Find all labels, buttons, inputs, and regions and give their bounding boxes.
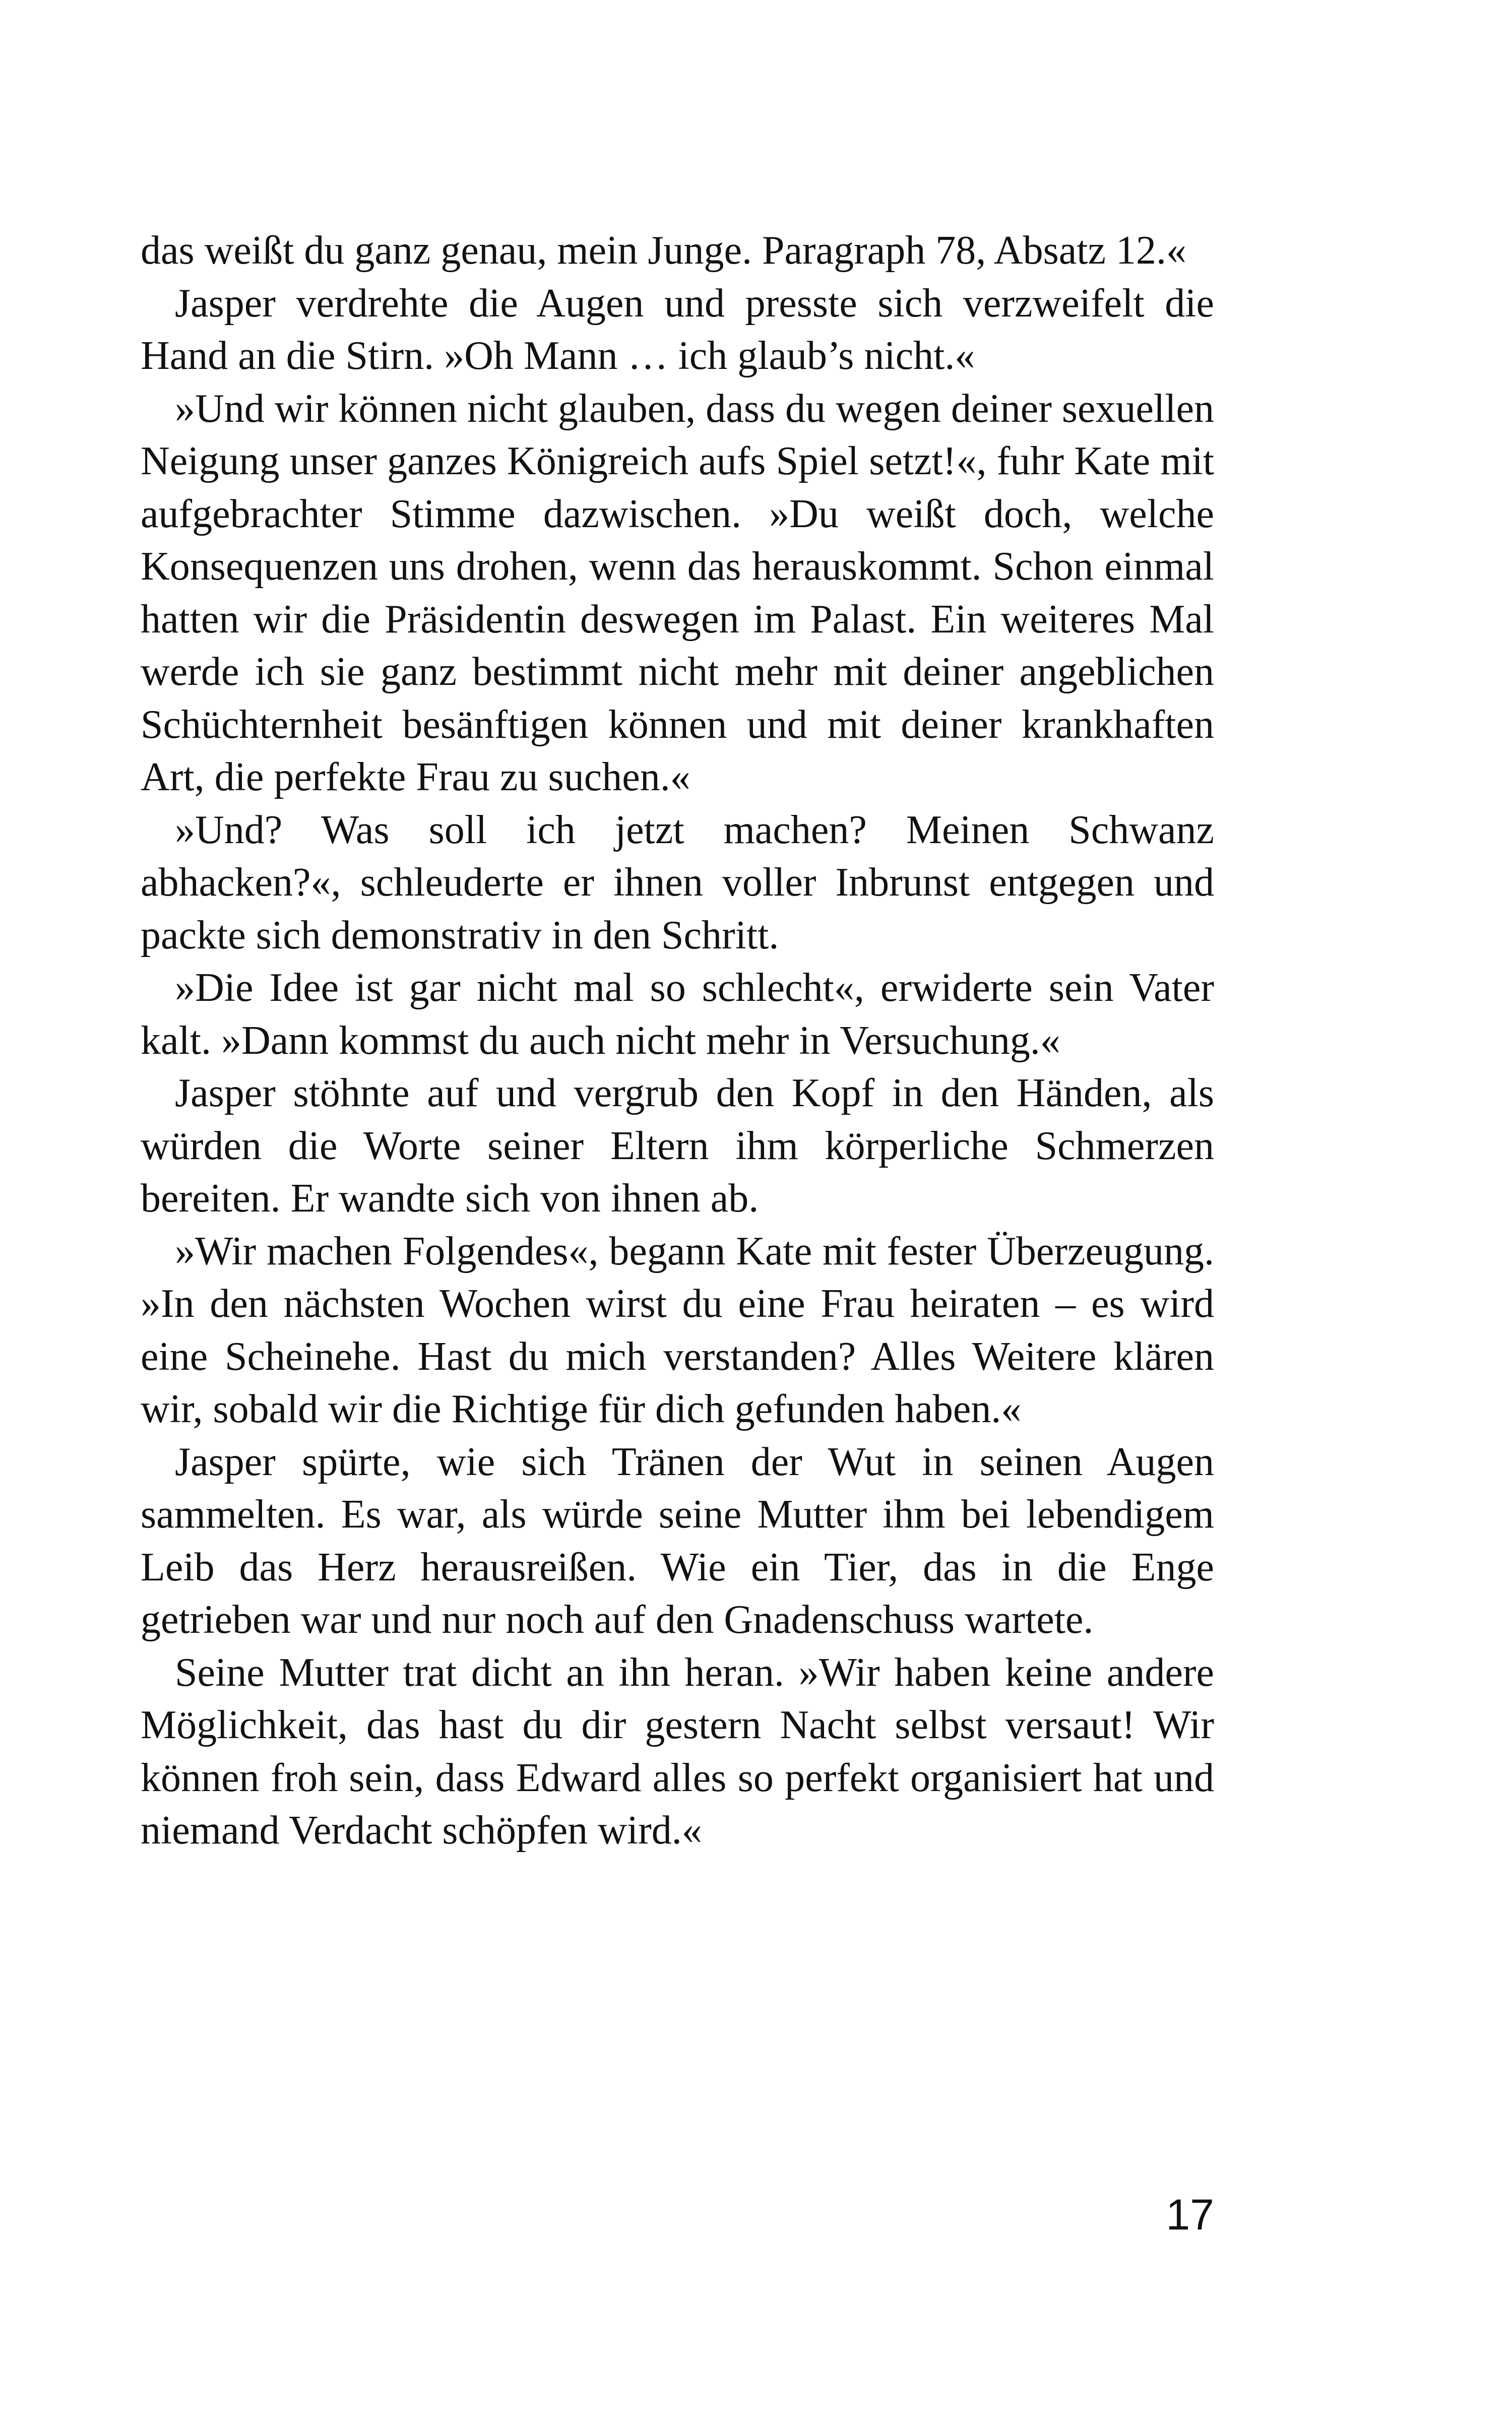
paragraph-5: »Die Idee ist gar nicht mal so schlecht«, erwiderte sein Vater kalt. »Dann kommst du auch nicht mehr in Versuchung.« <box>141 966 1214 1063</box>
paragraph-4: »Und? Was soll ich jetzt machen? Meinen Schwanz abhacken?«, schleuderte er ihnen voller Inbrunst entgegen und packte sich demonstrativ in den Schritt. <box>141 807 1214 958</box>
body-text <box>141 224 1214 1857</box>
paragraph-2: Jasper verdrehte die Augen und presste sich verzweifelt die Hand an die Stirn. »Oh Mann … ich glaub’s nicht.« <box>141 281 1214 378</box>
paragraph-1: das weißt du ganz genau, mein Junge. Paragraph 78, Absatz 12.« <box>141 228 1187 273</box>
paragraph-7: »Wir machen Folgendes«, begann Kate mit fester Überzeugung. »In den nächsten Wochen wirst du eine Frau heiraten – es wird eine Scheinehe. Hast du mich verstanden? Alles Weitere klären wir, sobald wir die Richtige für dich gefunden haben.« <box>141 1229 1214 1431</box>
paragraph-3: »Und wir können nicht glauben, dass du wegen deiner sexuellen Neigung unser ganzes Königreich aufs Spiel setzt!«, fuhr Kate mit aufgebrachter Stimme dazwischen. »Du weißt doch, welche Konsequenzen uns drohen, wenn das herauskommt. Schon einmal hatten wir die Präsidentin deswegen im Palast. Ein weiteres Mal werde ich sie ganz bestimmt nicht mehr mit deiner angeblichen Schüchternheit besänftigen können und mit deiner krankhaften Art, die perfekte Frau zu suchen.« <box>141 386 1214 799</box>
paragraph-6: Jasper stöhnte auf und vergrub den Kopf in den Händen, als würden die Worte seiner Eltern ihm körperliche Schmerzen bereiten. Er wandte sich von ihnen ab. <box>141 1071 1214 1221</box>
page-number: 17 <box>1166 2191 1214 2239</box>
paragraph-9: Seine Mutter trat dicht an ihn heran. »Wir haben keine andere Möglichkeit, das hast du dir gestern Nacht selbst versaut! Wir können froh sein, dass Edward alles so perfekt organisiert hat und niemand Verdacht schöpfen wird.« <box>141 1650 1214 1853</box>
paragraph-8: Jasper spürte, wie sich Tränen der Wut in seinen Augen sammelten. Es war, als würde seine Mutter ihm bei lebendigem Leib das Herz herausreißen. Wie ein Tier, das in die Enge getrieben war und nur noch auf den Gnadenschuss wartete. <box>141 1439 1214 1642</box>
